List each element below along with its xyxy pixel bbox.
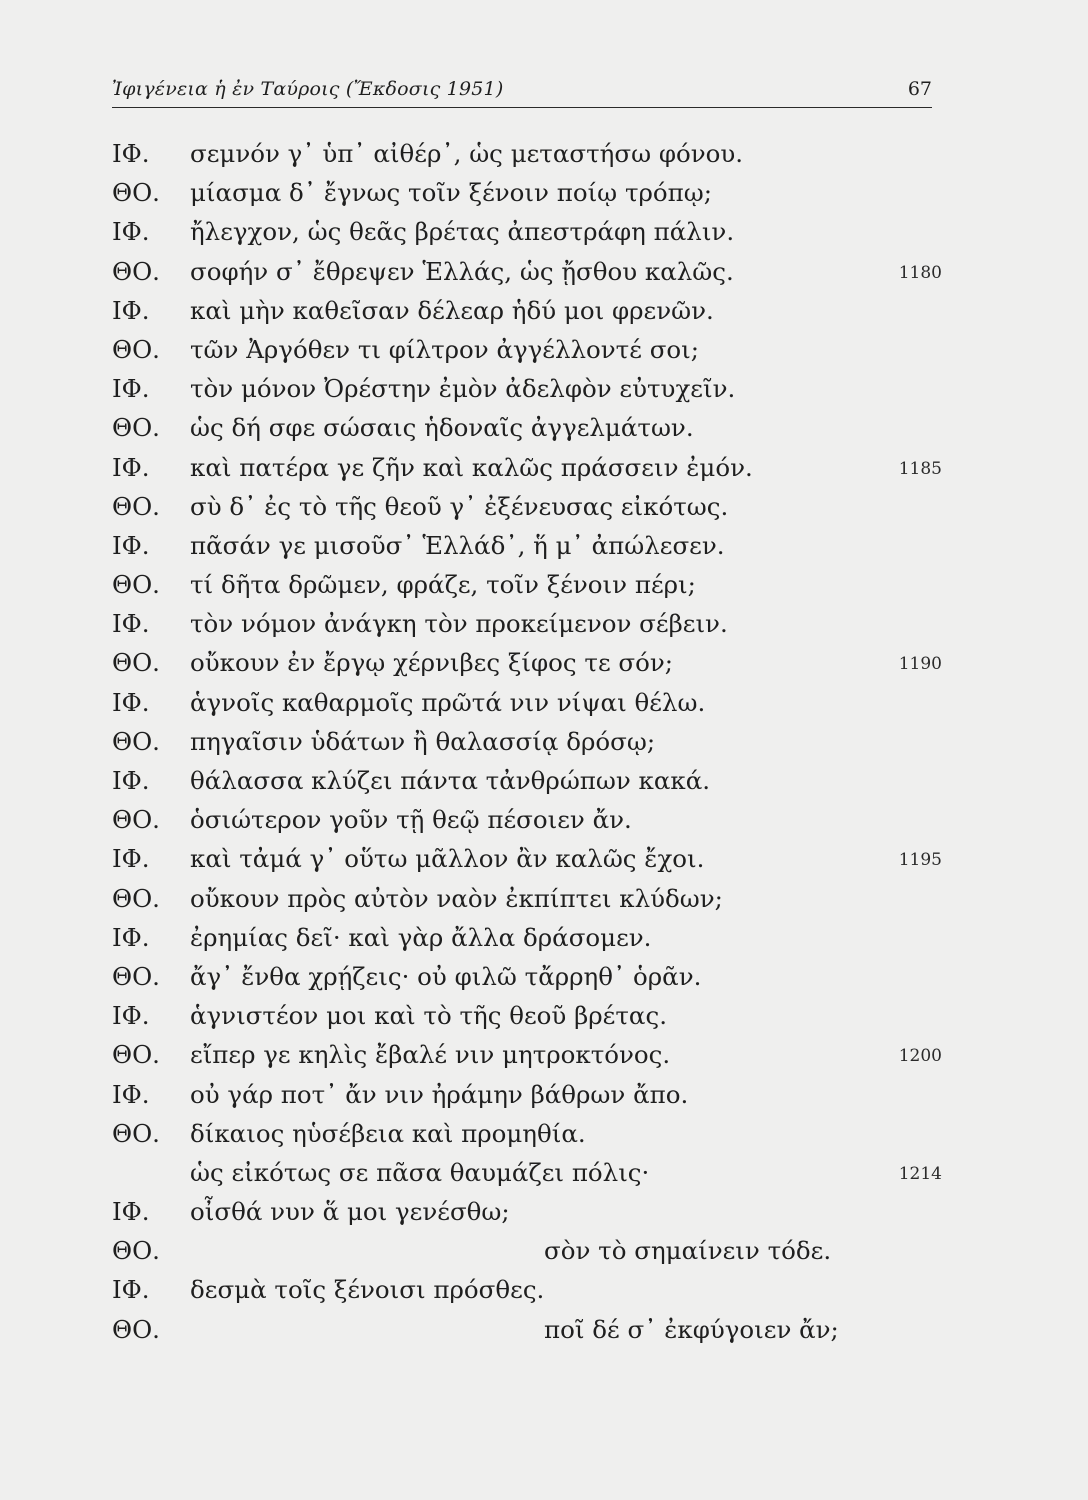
verse-text: ὡς δή σφε σώσαις ἡδοναῖς ἀγγελμάτων. xyxy=(190,413,694,443)
line-number: 1185 xyxy=(898,458,942,479)
verse-text: ἁγνοῖς καθαρμοῖς πρῶτά νιν νίψαι θέλω. xyxy=(190,687,706,717)
verse-text: ἐρημίας δεῖ· καὶ γὰρ ἄλλα δράσομεν. xyxy=(190,922,652,952)
verse-text: σὸν τὸ σημαίνειν τόδε. xyxy=(544,1236,832,1266)
speaker-label: ΙΦ. xyxy=(112,766,150,795)
verse-text: τὸν νόμον ἀνάγκη τὸν προκείμενον σέβειν. xyxy=(190,609,728,639)
speaker-label: ΘΟ. xyxy=(112,1236,160,1266)
verse-text: ἤλεγχον, ὡς θεᾶς βρέτας ἀπεστράφη πάλιν. xyxy=(190,217,735,247)
verse-text: θάλασσα κλύζει πάντα τἀνθρώπων κακά. xyxy=(190,766,711,795)
speaker-label: ΘΟ. xyxy=(112,805,160,835)
verse-text: τί δῆτα δρῶμεν, φράζε, τοῖν ξένοιν πέρι; xyxy=(190,570,696,600)
verse-line xyxy=(112,487,942,526)
verse-line xyxy=(112,526,942,565)
verse-line xyxy=(112,957,942,996)
verse-text: δεσμὰ τοῖς ξένοισι πρόσθες. xyxy=(190,1275,545,1305)
verse-line xyxy=(112,879,942,918)
speaker-label: ΙΦ. xyxy=(112,295,150,325)
verse-text: οὔκουν ἐν ἔργῳ χέρνιβες ξίφος τε σόν; xyxy=(190,648,674,678)
line-number: 1190 xyxy=(898,654,942,675)
verse-text: πᾶσάν γε μισοῦσ᾽ Ἑλλάδ᾽, ἥ μ᾽ ἀπώλεσεν. xyxy=(190,530,725,560)
speaker-label: ΘΟ. xyxy=(112,178,160,208)
speaker-label: ΘΟ. xyxy=(112,570,160,600)
verse-text: καὶ τἀμά γ᾽ οὕτω μᾶλλον ἂν καλῶς ἔχοι. xyxy=(190,844,705,874)
speaker-label: ΙΦ. xyxy=(112,922,150,952)
speaker-label: ΘΟ. xyxy=(112,256,160,286)
speaker-label: ΘΟ. xyxy=(112,648,160,678)
verse-line xyxy=(112,722,942,761)
speaker-label: ΙΦ. xyxy=(112,139,150,168)
speaker-label: ΙΦ. xyxy=(112,452,150,482)
speaker-label: ΙΦ. xyxy=(112,844,150,874)
speaker-label: ΙΦ. xyxy=(112,1001,150,1031)
verse-line xyxy=(112,761,942,800)
line-number: 1180 xyxy=(898,262,942,283)
verse-text: οὔκουν πρὸς αὐτὸν ναὸν ἐκπίπτει κλύδων; xyxy=(190,883,723,913)
verse-line xyxy=(112,565,942,604)
line-number: 1214 xyxy=(898,1163,942,1184)
verse-line xyxy=(112,1192,942,1231)
speaker-label: ΘΟ. xyxy=(112,961,160,991)
verse-text: μίασμα δ᾽ ἔγνως τοῖν ξένοιν ποίῳ τρόπῳ; xyxy=(190,178,712,208)
verse-text: εἴπερ γε κηλὶς ἔβαλέ νιν μητροκτόνος. xyxy=(190,1040,671,1070)
speaker-label: ΘΟ. xyxy=(112,334,160,364)
verse-text: οὐ γάρ ποτ᾽ ἄν νιν ἠράμην βάθρων ἄπο. xyxy=(190,1079,689,1109)
speaker-label: ΘΟ. xyxy=(112,1118,160,1148)
verse-text: τὸν μόνον Ὀρέστην ἐμὸν ἀδελφὸν εὐτυχεῖν. xyxy=(190,374,736,404)
verse-text: ποῖ δέ σ᾽ ἐκφύγοιεν ἄν; xyxy=(544,1314,839,1344)
running-title: Ἰφιγένεια ἡ ἐν Ταύροις (Ἔκδοσις 1951) xyxy=(112,78,504,100)
speaker-label: ΙΦ. xyxy=(112,1079,150,1109)
header-rule xyxy=(112,107,932,108)
verse-line xyxy=(112,1153,942,1192)
page-number: 67 xyxy=(907,78,932,100)
verse-text: πηγαῖσιν ὑδάτων ἢ θαλασσίᾳ δρόσῳ; xyxy=(190,726,656,756)
verse-line xyxy=(112,408,942,447)
verse-line xyxy=(112,1231,942,1270)
verse-line xyxy=(112,1114,942,1153)
line-number: 1200 xyxy=(898,1046,942,1067)
speaker-label: ΘΟ. xyxy=(112,1040,160,1070)
speaker-label: ΘΟ. xyxy=(112,491,160,521)
verse-line xyxy=(112,683,942,722)
verse-line xyxy=(112,1270,942,1309)
line-number: 1195 xyxy=(898,850,942,871)
speaker-label: ΘΟ. xyxy=(112,1314,160,1344)
speaker-label: ΘΟ. xyxy=(112,413,160,443)
verse-text: σὺ δ᾽ ἐς τὸ τῆς θεοῦ γ᾽ ἐξένευσας εἰκότως. xyxy=(190,491,729,521)
speaker-label: ΙΦ. xyxy=(112,1275,150,1305)
verse-line xyxy=(112,1310,942,1349)
verse-text: σοφήν σ᾽ ἔθρεψεν Ἑλλάς, ὡς ᾔσθου καλῶς. xyxy=(190,256,734,286)
verse-text: τῶν Ἀργόθεν τι φίλτρον ἀγγέλλοντέ σοι; xyxy=(190,334,700,364)
speaker-label: ΙΦ. xyxy=(112,1197,150,1227)
verse-line xyxy=(112,643,942,682)
verse-text: καὶ πατέρα γε ζῆν καὶ καλῶς πράσσειν ἐμόν. xyxy=(190,452,753,482)
verse-text: ὡς εἰκότως σε πᾶσα θαυμάζει πόλις· xyxy=(190,1157,650,1187)
verse-text: ἁγνιστέον μοι καὶ τὸ τῆς θεοῦ βρέτας. xyxy=(190,1001,667,1031)
verse-line xyxy=(112,212,942,251)
verse-line xyxy=(112,330,942,369)
verse-line xyxy=(112,1035,942,1074)
verse-text: σεμνόν γ᾽ ὑπ᾽ αἰθέρ᾽, ὡς μεταστήσω φόνου. xyxy=(190,139,744,168)
verse-text: οἶσθά νυν ἅ μοι γενέσθω; xyxy=(190,1197,510,1227)
verse-line xyxy=(112,448,942,487)
verse-block xyxy=(112,134,942,1349)
verse-text: καὶ μὴν καθεῖσαν δέλεαρ ἡδύ μοι φρενῶν. xyxy=(190,295,714,325)
verse-text: ὁσιώτερον γοῦν τῇ θεῷ πέσοιεν ἄν. xyxy=(190,805,632,835)
verse-text: ἄγ᾽ ἔνθα χρῄζεις· οὐ φιλῶ τἄρρηθ᾽ ὁρᾶν. xyxy=(190,961,702,991)
speaker-label: ΙΦ. xyxy=(112,687,150,717)
verse-line xyxy=(112,1075,942,1114)
speaker-label: ΙΦ. xyxy=(112,609,150,639)
verse-line xyxy=(112,291,942,330)
verse-line xyxy=(112,996,942,1035)
verse-line xyxy=(112,800,942,839)
speaker-label: ΘΟ. xyxy=(112,883,160,913)
verse-line xyxy=(112,134,942,173)
speaker-label: ΙΦ. xyxy=(112,217,150,247)
verse-line xyxy=(112,604,942,643)
verse-line xyxy=(112,839,942,878)
speaker-label: ΘΟ. xyxy=(112,726,160,756)
verse-line xyxy=(112,173,942,212)
verse-line xyxy=(112,252,942,291)
running-header xyxy=(112,74,932,108)
speaker-label: ΙΦ. xyxy=(112,530,150,560)
verse-line xyxy=(112,918,942,957)
verse-text: δίκαιος ηὑσέβεια καὶ προμηθία. xyxy=(190,1118,586,1148)
speaker-label: ΙΦ. xyxy=(112,374,150,404)
verse-line xyxy=(112,369,942,408)
